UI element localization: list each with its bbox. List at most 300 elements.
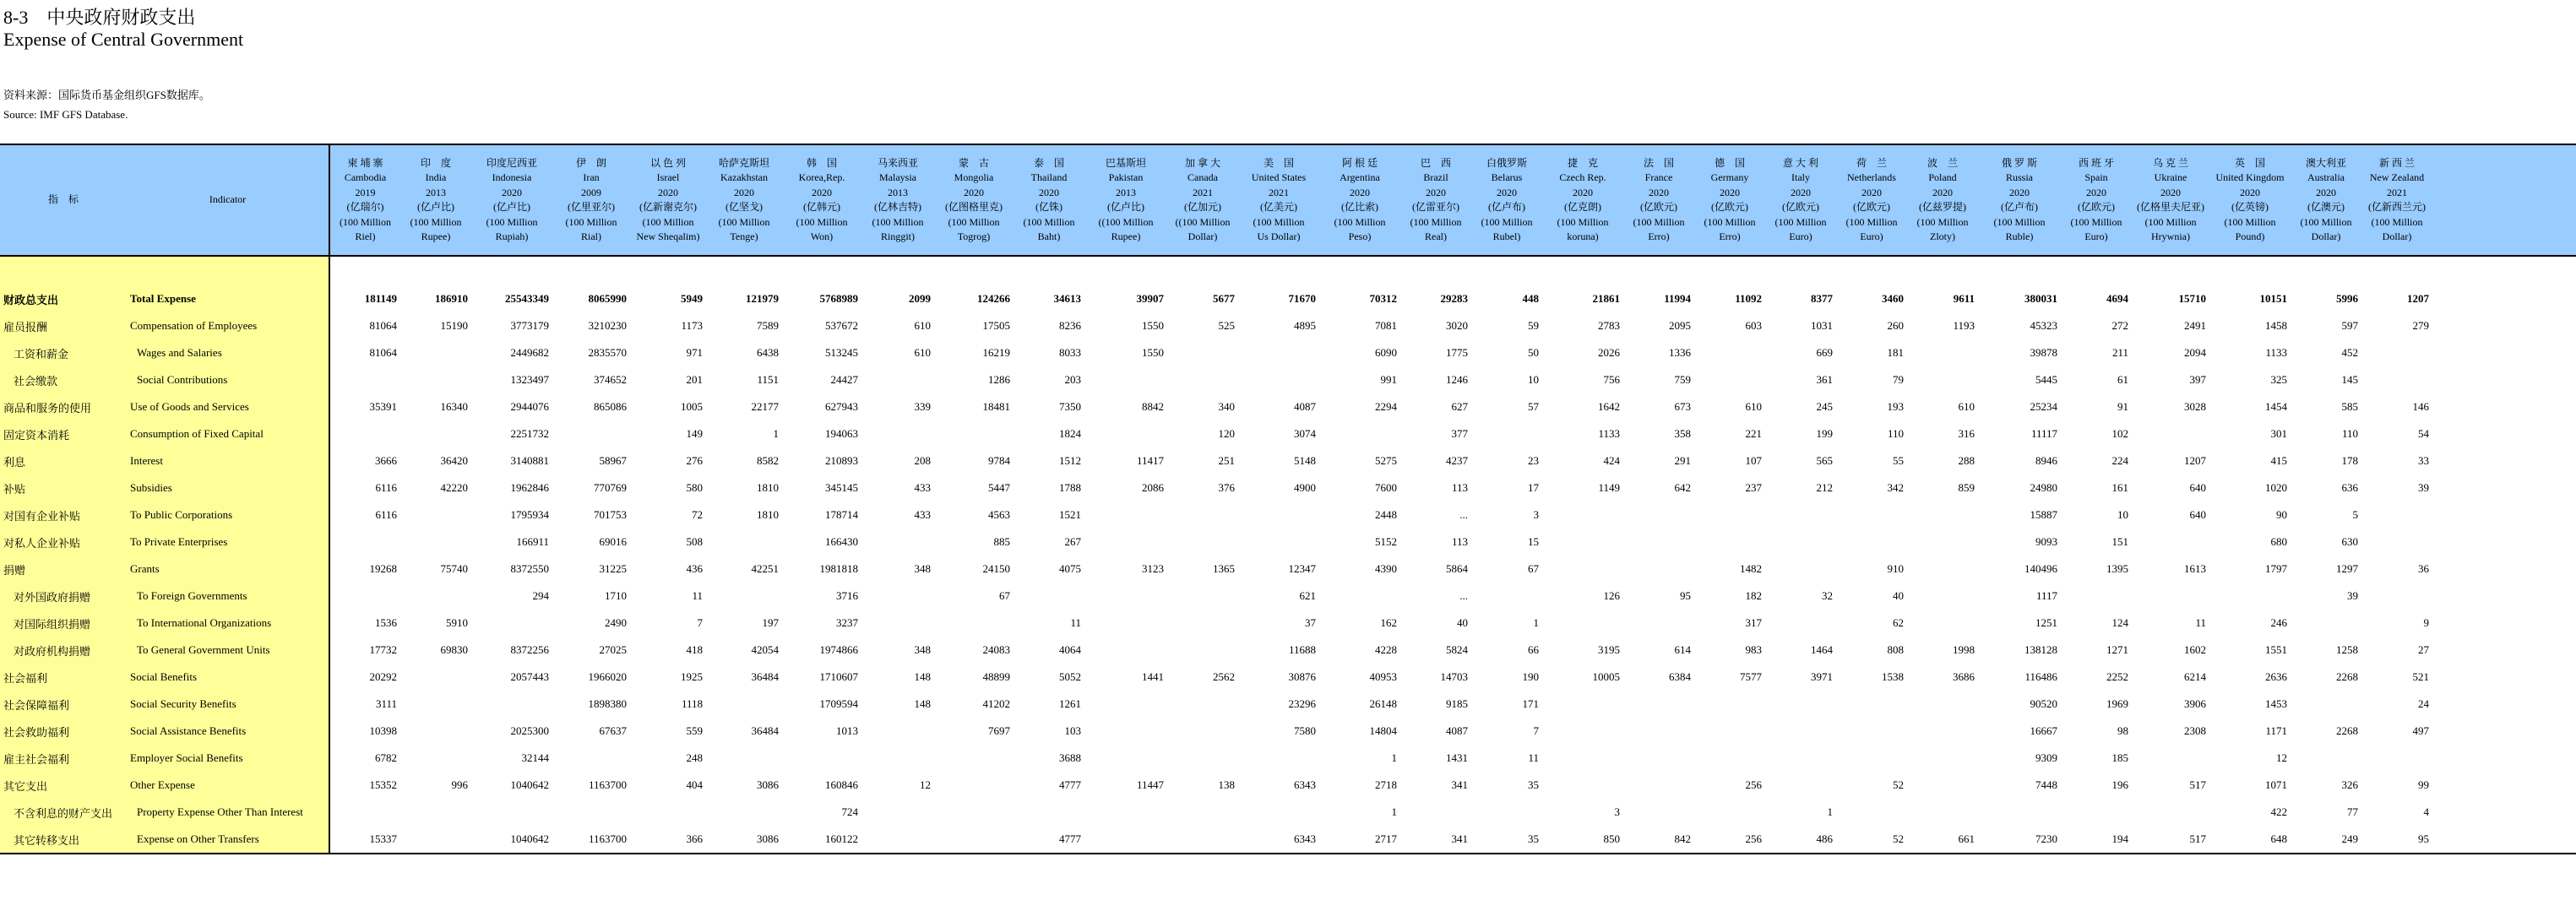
value-cell: 424: [1603, 454, 1620, 467]
header-country-zh: 蒙 古: [958, 156, 989, 169]
value-cell: 1538: [1882, 670, 1904, 683]
header-country-unit-en2: Ringgit): [880, 230, 915, 242]
header-country-unit-en1: (100 Million: [2224, 215, 2276, 228]
value-cell: [329, 366, 400, 393]
value-cell: 36: [2418, 562, 2429, 575]
value-cell: 211: [2111, 346, 2128, 359]
value-cell: [861, 420, 934, 447]
value-cell: 7580: [1294, 724, 1316, 737]
header-country-zh: 巴基斯坦: [1105, 156, 1146, 169]
value-cell: 178714: [825, 508, 858, 521]
value-cell: [782, 745, 861, 772]
source-note-en: Source: IMF GFS Database.: [3, 108, 128, 121]
spacer-cell: [127, 256, 329, 285]
value-cell: 166911: [516, 535, 549, 548]
header-country-unit-en1: (100 Million: [1633, 215, 1685, 228]
header-country-unit-zh: (亿加元): [1184, 201, 1221, 213]
value-cell: 680: [2270, 535, 2287, 548]
header-country-unit-en2: koruna): [1567, 230, 1599, 242]
value-cell: 7589: [757, 319, 779, 332]
header-country-zh: 捷 克: [1567, 156, 1598, 169]
header-country-unit-en1: (100 Million: [1704, 215, 1756, 228]
header-country-unit-en2: Won): [810, 230, 834, 242]
header-country-unit-en2: Zloty): [1930, 230, 1955, 242]
value-cell: [706, 691, 782, 718]
value-cell: 4237: [1446, 454, 1468, 467]
value-cell: [1836, 718, 1907, 745]
value-cell: 90520: [2030, 697, 2057, 710]
header-country-unit-zh: (亿比索): [1341, 201, 1378, 213]
header-country-year: 2020: [734, 186, 754, 198]
header-country-unit-zh: (亿欧元): [1853, 201, 1890, 213]
value-cell: 4777: [1014, 826, 1084, 854]
header-country-unit-en2: Dollar): [2382, 230, 2412, 242]
value-cell: 3460: [1882, 292, 1904, 305]
header-country-unit-en2: Euro): [1789, 230, 1812, 242]
value-cell: 452: [2341, 346, 2358, 359]
value-cell: 199: [1816, 427, 1833, 440]
value-cell: 5864: [1446, 562, 1468, 575]
value-cell: [1014, 583, 1084, 610]
value-cell: 2717: [1319, 826, 1400, 854]
value-cell: 610: [914, 319, 931, 332]
row-filler: [2432, 799, 2576, 826]
row-filler: [2432, 826, 2576, 854]
value-cell: [1623, 745, 1694, 772]
header-country-year: 2020: [1573, 186, 1593, 198]
value-cell: 3: [1614, 805, 1620, 818]
spacer-cell: [861, 256, 934, 285]
value-cell: 62: [1893, 616, 1904, 629]
header-country-unit-en1: (100 Million: [1774, 215, 1827, 228]
value-cell: [1694, 745, 1765, 772]
value-cell: [1167, 366, 1238, 393]
value-cell: 1453: [2265, 697, 2287, 710]
header-country-unit-en2: Rupee): [421, 230, 451, 242]
value-cell: [1765, 772, 1836, 799]
value-cell: 1173: [681, 319, 703, 332]
header-country-unit-en2: Dollar): [2311, 230, 2341, 242]
header-country-zh: 乌 克 兰: [2152, 156, 2188, 169]
header-country-year: 2020: [964, 186, 984, 198]
value-cell: 7697: [988, 724, 1010, 737]
value-cell: [2132, 799, 2209, 826]
value-cell: [400, 339, 471, 366]
value-cell: 1642: [1598, 400, 1620, 413]
value-cell: [1238, 339, 1319, 366]
value-cell: 3716: [836, 589, 858, 602]
value-cell: 5148: [1294, 454, 1316, 467]
value-cell: 52: [1836, 826, 1907, 854]
table-row: [0, 691, 2576, 718]
value-cell: 7448: [2035, 778, 2057, 791]
value-cell: 140496: [2024, 562, 2057, 575]
value-cell: 1163700: [552, 826, 630, 854]
header-country-en: Korea,Rep.: [798, 171, 845, 183]
value-cell: 2294: [1375, 400, 1397, 413]
value-cell: 627: [1451, 400, 1468, 413]
value-cell: 3237: [836, 616, 858, 629]
value-cell: 4694: [2106, 292, 2128, 305]
row-label-zh: 雇员报酬: [0, 312, 127, 339]
value-cell: 58967: [599, 454, 627, 467]
header-country-unit-en1: (100 Million: [565, 215, 617, 228]
row-filler: [2432, 474, 2576, 502]
value-cell: 212: [1816, 481, 1833, 494]
value-cell: 4228: [1375, 643, 1397, 656]
row-label-zh: 对国际组织捐赠: [0, 610, 127, 637]
value-cell: 237: [1745, 481, 1762, 494]
value-cell: 12: [920, 778, 931, 791]
value-cell: 5152: [1375, 535, 1397, 548]
header-country-unit-zh: (亿欧元): [2078, 201, 2115, 213]
value-cell: 1171: [2265, 724, 2287, 737]
value-cell: 5447: [988, 481, 1010, 494]
value-cell: 1550: [1142, 319, 1164, 332]
header-country-year: 2020: [1791, 186, 1811, 198]
value-cell: [2291, 745, 2361, 772]
value-cell: 9093: [2035, 535, 2057, 548]
value-cell: 70312: [1369, 292, 1397, 305]
table-row: [0, 637, 2576, 664]
value-cell: 701753: [594, 508, 627, 521]
header-country-year: 2020: [2009, 186, 2030, 198]
header-country-unit-en1: (100 Million: [796, 215, 848, 228]
row-label-zh: 不含利息的财产支出: [0, 799, 127, 826]
row-label-en: Total Expense: [127, 285, 329, 312]
value-cell: 16219: [982, 346, 1010, 359]
spacer-cell: [2061, 256, 2132, 285]
value-cell: 1441: [1142, 670, 1164, 683]
table-row: [0, 447, 2576, 474]
header-country-unit-en1: (100 Million: [642, 215, 694, 228]
row-label-zh: 工资和薪金: [0, 339, 127, 366]
header-country-en: Spain: [2084, 171, 2108, 183]
header-country: [2209, 144, 2291, 256]
value-cell: 5996: [2336, 292, 2358, 305]
value-cell: 8582: [757, 454, 779, 467]
value-cell: [1907, 529, 1978, 556]
header-country-zh: 法 国: [1643, 156, 1674, 169]
spacer-cell: [1542, 256, 1623, 285]
value-cell: 3140881: [510, 454, 549, 467]
header-country: [861, 144, 934, 256]
row-label-en: Compensation of Employees: [127, 312, 329, 339]
value-cell: 71670: [1288, 292, 1316, 305]
value-cell: 81064: [369, 319, 397, 332]
value-cell: [2132, 583, 2209, 610]
value-cell: [1765, 691, 1836, 718]
value-cell: 5768989: [819, 292, 858, 305]
value-cell: [934, 799, 1014, 826]
row-filler: [2432, 529, 2576, 556]
value-cell: [1400, 799, 1471, 826]
value-cell: 5275: [1375, 454, 1397, 467]
value-cell: 1795934: [510, 508, 549, 521]
value-cell: [1471, 799, 1542, 826]
value-cell: [1765, 556, 1836, 583]
header-country-unit-en2: Rupiah): [495, 230, 529, 242]
value-cell: [934, 826, 1014, 854]
value-cell: 35: [1528, 778, 1539, 791]
value-cell: 537672: [825, 319, 858, 332]
value-cell: 621: [1299, 589, 1316, 602]
header-country-year: 2013: [426, 186, 446, 198]
value-cell: 245: [1816, 400, 1833, 413]
spacer-row: [0, 256, 2576, 285]
header-country-year: 2021: [2387, 186, 2407, 198]
value-cell: 339: [914, 400, 931, 413]
row-filler: [2432, 285, 2576, 312]
value-cell: 1966020: [588, 670, 627, 683]
value-cell: [1765, 502, 1836, 529]
value-cell: 41202: [982, 697, 1010, 710]
header-country: [1167, 144, 1238, 256]
header-country-zh: 美 国: [1263, 156, 1294, 169]
value-cell: 640: [2189, 508, 2206, 521]
spacer-cell: [329, 256, 400, 285]
value-cell: 1117: [2035, 589, 2057, 602]
row-label-zh: 对私人企业补贴: [0, 529, 127, 556]
value-cell: 1: [1391, 805, 1397, 818]
header-country-unit-en1: (100 Million: [339, 215, 391, 228]
spacer-cell: [1836, 256, 1907, 285]
value-cell: [934, 610, 1014, 637]
value-cell: [934, 420, 1014, 447]
table-row: [0, 826, 2576, 854]
value-cell: [1694, 502, 1765, 529]
value-cell: 11117: [2030, 427, 2057, 440]
value-cell: [1167, 529, 1238, 556]
header-country-year: 2020: [1649, 186, 1669, 198]
row-filler: [2432, 691, 2576, 718]
value-cell: 11688: [1288, 643, 1316, 656]
value-cell: 517: [2189, 778, 2206, 791]
row-label-en: Employer Social Benefits: [127, 745, 329, 772]
value-cell: 377: [1451, 427, 1468, 440]
value-cell: 1: [1533, 616, 1539, 629]
value-cell: ...: [1459, 589, 1468, 602]
header-country-en: United States: [1251, 171, 1307, 183]
value-cell: 3971: [1811, 670, 1833, 683]
value-cell: [1238, 799, 1319, 826]
value-cell: [861, 799, 934, 826]
value-cell: 1020: [2265, 481, 2287, 494]
table-row: [0, 285, 2576, 312]
header-country: [1014, 144, 1084, 256]
header-country: [706, 144, 782, 256]
value-cell: [1623, 772, 1694, 799]
header-country-en: Italy: [1791, 171, 1810, 183]
header-country-year: 2020: [1932, 186, 1953, 198]
value-cell: 342: [1887, 481, 1904, 494]
value-cell: ...: [1459, 508, 1468, 521]
value-cell: 279: [2412, 319, 2429, 332]
header-country: [2132, 144, 2209, 256]
value-cell: 8842: [1142, 400, 1164, 413]
value-cell: [1542, 718, 1623, 745]
value-cell: [2361, 529, 2432, 556]
expense-table: [0, 144, 2576, 854]
header-country: [329, 144, 400, 256]
value-cell: 126: [1603, 589, 1620, 602]
value-cell: 8033: [1059, 346, 1081, 359]
value-cell: 603: [1745, 319, 1762, 332]
value-cell: 77: [2347, 805, 2358, 818]
value-cell: 8372256: [510, 643, 549, 656]
value-cell: 1602: [2184, 643, 2206, 656]
value-cell: 4: [2423, 805, 2429, 818]
value-cell: 151: [2111, 535, 2128, 548]
header-country-unit-zh: (亿图格里克): [945, 201, 1003, 213]
header-country-unit-en2: Erro): [1719, 230, 1741, 242]
value-cell: 3666: [375, 454, 397, 467]
value-cell: [400, 420, 471, 447]
value-cell: [1167, 691, 1238, 718]
value-cell: 2086: [1142, 481, 1164, 494]
value-cell: 1962846: [510, 481, 549, 494]
value-cell: 186910: [435, 292, 468, 305]
header-country-unit-zh: (亿韩元): [803, 201, 840, 213]
value-cell: 40: [1457, 616, 1468, 629]
value-cell: 3074: [1294, 427, 1316, 440]
value-cell: 25234: [2030, 400, 2057, 413]
value-cell: 19268: [369, 562, 397, 575]
header-country-unit-en1: (100 Million: [410, 215, 462, 228]
table-row: [0, 529, 2576, 556]
header-country-en: Mongolia: [954, 171, 994, 183]
value-cell: 42251: [751, 562, 779, 575]
value-cell: [2061, 583, 2132, 610]
table-row: [0, 745, 2576, 772]
value-cell: 1: [1827, 805, 1833, 818]
value-cell: 35: [1471, 826, 1542, 854]
header-country-en: Israel: [656, 171, 680, 183]
value-cell: 6116: [375, 481, 397, 494]
header-country-unit-en1: (100 Million: [1481, 215, 1533, 228]
value-cell: 15710: [2178, 292, 2206, 305]
value-cell: 10: [2117, 508, 2128, 521]
value-cell: 1323497: [510, 373, 549, 386]
value-cell: [400, 529, 471, 556]
value-cell: 42054: [751, 643, 779, 656]
value-cell: 178: [2341, 454, 2358, 467]
header-country-unit-en2: Rubel): [1492, 230, 1521, 242]
value-cell: [1694, 799, 1765, 826]
value-cell: 301: [2270, 427, 2287, 440]
value-cell: 374652: [594, 373, 627, 386]
spacer-cell: [1978, 256, 2061, 285]
header-country-year: 2020: [1039, 186, 1059, 198]
header-country: [1542, 144, 1623, 256]
value-cell: 1071: [2265, 778, 2287, 791]
value-cell: 208: [914, 454, 931, 467]
value-cell: 67: [999, 589, 1010, 602]
value-cell: 171: [1522, 697, 1539, 710]
value-cell: [2361, 339, 2432, 366]
value-cell: 294: [532, 589, 549, 602]
value-cell: 161: [2111, 481, 2128, 494]
header-country-unit-zh: (亿卢比): [493, 201, 530, 213]
value-cell: 166430: [825, 535, 858, 548]
value-cell: 59: [1528, 319, 1539, 332]
spacer-cell: [1400, 256, 1471, 285]
value-cell: [1084, 610, 1167, 637]
value-cell: [1238, 366, 1319, 393]
header-country: [1084, 144, 1167, 256]
value-cell: 1998: [1953, 643, 1975, 656]
value-cell: 2718: [1375, 778, 1397, 791]
value-cell: 513245: [825, 346, 858, 359]
value-cell: 5: [2352, 508, 2358, 521]
value-cell: 1251: [2035, 616, 2057, 629]
header-country-unit-en2: Rupee): [1111, 230, 1141, 242]
value-cell: [400, 799, 471, 826]
value-cell: 1149: [1598, 481, 1620, 494]
row-filler: [2432, 610, 2576, 637]
value-cell: 1458: [2265, 319, 2287, 332]
header-country-unit-en2: Hrywnia): [2151, 230, 2190, 242]
value-cell: 3210230: [588, 319, 627, 332]
table-row: [0, 312, 2576, 339]
value-cell: 508: [686, 535, 703, 548]
header-country-en: Brazil: [1423, 171, 1448, 183]
row-label-zh: 对国有企业补贴: [0, 502, 127, 529]
value-cell: 107: [1745, 454, 1762, 467]
value-cell: 11417: [1136, 454, 1164, 467]
header-country-en: Pakistan: [1108, 171, 1144, 183]
value-cell: 404: [686, 778, 703, 791]
value-cell: [552, 799, 630, 826]
row-label-en: Interest: [127, 447, 329, 474]
row-label-zh: 固定资本消耗: [0, 420, 127, 447]
value-cell: 48899: [982, 670, 1010, 683]
value-cell: 90: [2276, 508, 2287, 521]
value-cell: 116486: [2024, 670, 2057, 683]
value-cell: 418: [686, 643, 703, 656]
value-cell: 380031: [2024, 292, 2057, 305]
header-country-year: 2020: [1720, 186, 1740, 198]
table-row: [0, 772, 2576, 799]
value-cell: 37: [1305, 616, 1316, 629]
row-filler: [2432, 447, 2576, 474]
value-cell: 422: [2270, 805, 2287, 818]
value-cell: [1694, 339, 1765, 366]
value-cell: [1623, 691, 1694, 718]
value-cell: 36484: [751, 724, 779, 737]
value-cell: [329, 583, 400, 610]
value-cell: 54: [2418, 427, 2429, 440]
table-row: [0, 718, 2576, 745]
table-body: [0, 256, 2576, 854]
header-country-unit-en1: (100 Million: [1253, 215, 1305, 228]
value-cell: 138: [1218, 778, 1235, 791]
header-country-en: Indonesia: [492, 171, 532, 183]
value-cell: 3028: [2184, 400, 2206, 413]
value-cell: 3688: [1059, 751, 1081, 764]
row-label-zh: 其它转移支出: [0, 826, 127, 854]
value-cell: 1193: [1953, 319, 1975, 332]
row-label-zh: 其它支出: [0, 772, 127, 799]
value-cell: [329, 799, 400, 826]
value-cell: 648: [2209, 826, 2291, 854]
row-filler: [2432, 637, 2576, 664]
value-cell: 4390: [1375, 562, 1397, 575]
value-cell: 113: [1451, 535, 1468, 548]
value-cell: [706, 799, 782, 826]
value-cell: [400, 718, 471, 745]
header-country-unit-en1: (100 Million: [872, 215, 924, 228]
